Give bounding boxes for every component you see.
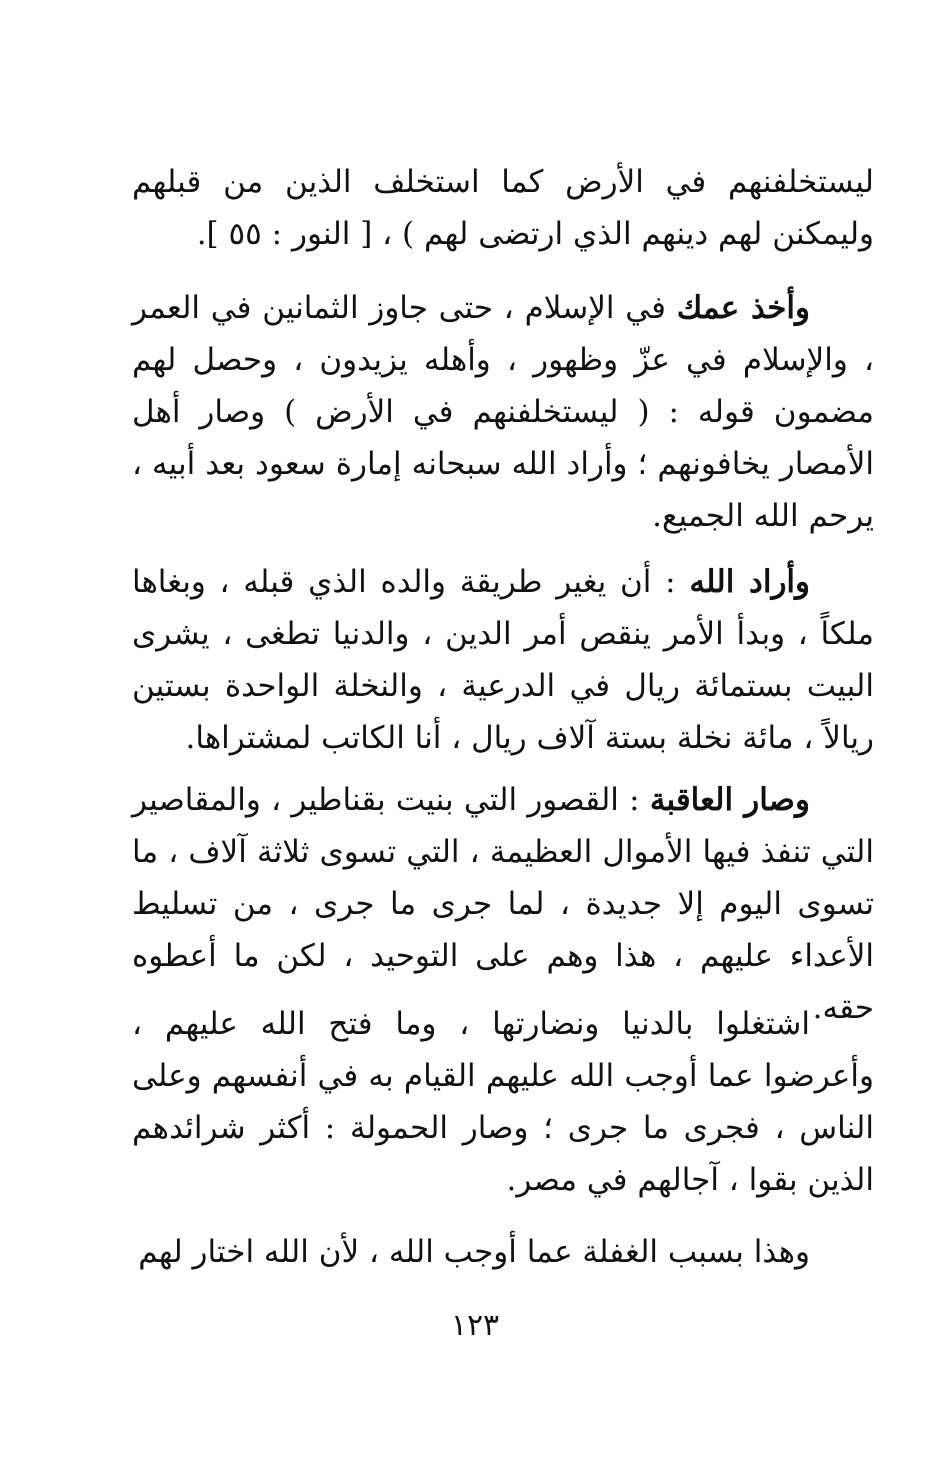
paragraph-text: : القصور التي بنيت بقناطير ، والمقاصير التي تنفذ فيها الأموال العظيمة ، التي تسوى ثلاثة آلاف ، ما تسوى اليوم إلا جديدة ، لما جرى ما جرى ، من تسليط الأعداء عليهم ، هذا وهم على التوحيد ، لكن ما أعطوه حقه.: [132, 782, 874, 1026]
paragraph-text: في الإسلام ، حتى جاوز الثمانين في العمر ، والإسلام في عزّ وظهور ، وأهله يزيدون ، وحصل لهم مضمون قوله : ( ليستخلفنهم في الأرض ) وصار أهل الأمصار يخافونهم ؛ وأراد الله سبحانه إمارة سعود بعد أبيه ، يرحم الله الجميع.: [132, 290, 874, 534]
paragraph-body: [132, 774, 874, 1034]
paragraph-body: [132, 556, 874, 764]
paragraph-text: وهذا بسبب الغفلة عما أوجب الله ، لأن الله اختار لهم: [138, 1234, 810, 1270]
paragraph-6: [132, 1226, 874, 1278]
paragraph-text: اشتغلوا بالدنيا ونضارتها ، وما فتح الله عليهم ، وأعرضوا عما أوجب الله عليهم القيام به في أنفسهم وعلى الناس ، فجرى ما جرى ؛ وصار الحمولة : أكثر شرائدهم الذين بقوا ، آجالهم في مصر.: [132, 1006, 874, 1198]
paragraph-2: [132, 282, 874, 542]
paragraph-text: : أن يغير طريقة والده الذي قبله ، وبغاها ملكاً ، وبدأ الأمر ينقص أمر الدين ، والدنيا تطغى ، يشرى البيت بستمائة ريال في الدرعية ، والنخلة الواحدة بستين ريالاً ، مائة نخلة بستة آلاف ريال ، أنا الكاتب لمشتراها.: [132, 564, 874, 756]
paragraph-3: [132, 556, 874, 764]
paragraph-lead: وصار العاقبة: [649, 782, 810, 818]
paragraph-5: [132, 998, 874, 1206]
paragraph-body: [132, 282, 874, 542]
paragraph-4: [132, 774, 874, 1034]
paragraph-lead: وأخذ عمك: [676, 290, 811, 326]
paragraph-1: [132, 156, 874, 260]
paragraph-text: ليستخلفنهم في الأرض كما استخلف الذين من قبلهم وليمكنن لهم دينهم الذي ارتضى لهم ) ، [ النور : ٥٥ ].: [132, 164, 874, 252]
page-number: ١٢٣: [450, 1308, 500, 1343]
paragraph-lead: وأراد الله: [689, 564, 810, 600]
